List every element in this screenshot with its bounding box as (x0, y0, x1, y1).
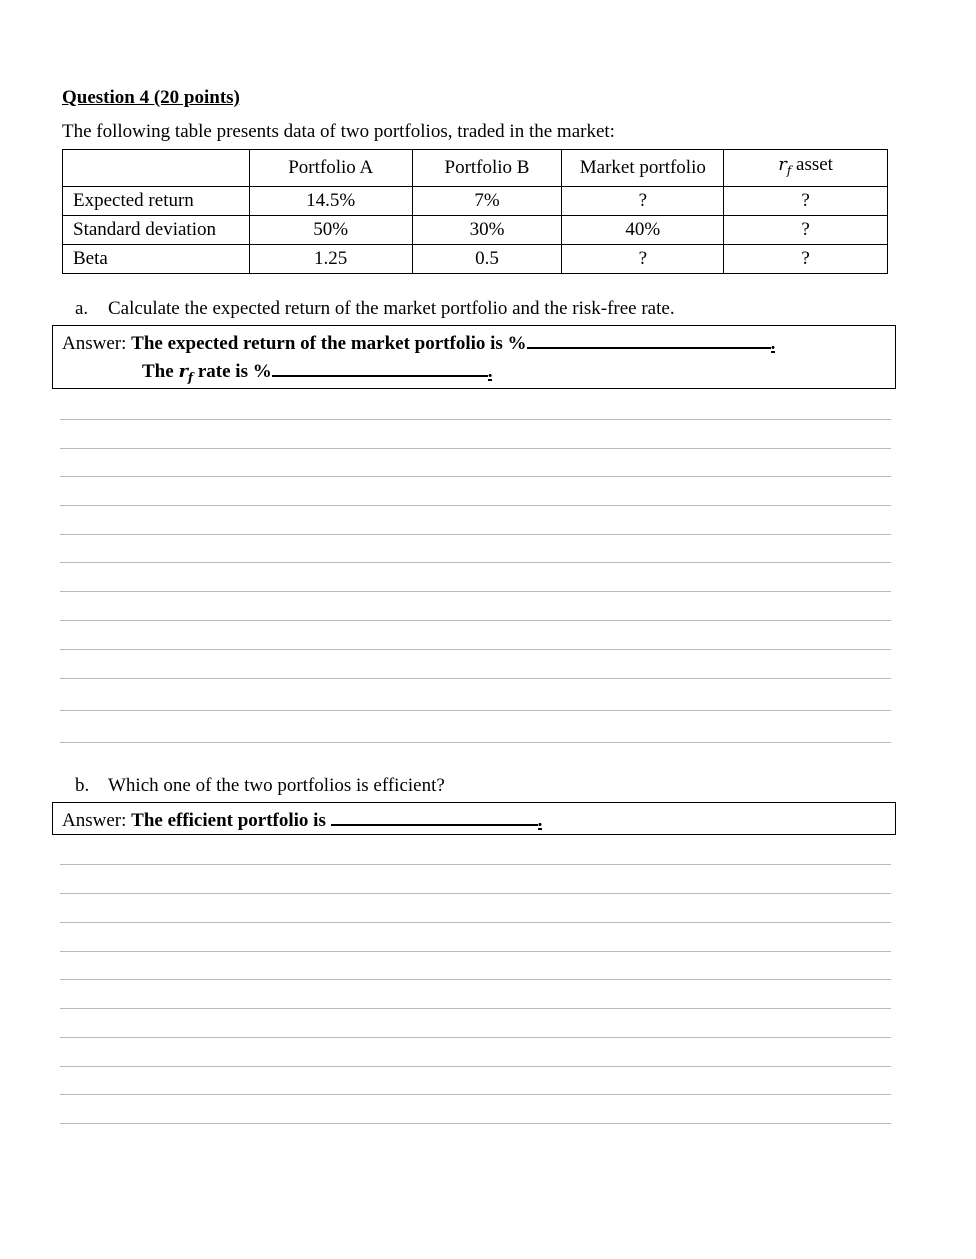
period: . (770, 333, 776, 354)
part-b-answer-box[interactable] (52, 802, 896, 835)
writing-line (60, 448, 891, 449)
part-a-answer-line-1 (62, 329, 775, 355)
table-cell: ? (724, 244, 888, 273)
period: . (487, 361, 493, 382)
table-header-portfolio-b: Portfolio B (412, 150, 562, 187)
writing-line (60, 1123, 891, 1124)
table-cell: 1.25 (249, 244, 412, 273)
rf-symbol: $r_f$ (178, 361, 194, 385)
writing-line (60, 922, 891, 923)
part-b-letter: b. (75, 775, 90, 796)
writing-line (60, 505, 891, 506)
efficient-portfolio-blank[interactable] (331, 806, 538, 826)
table-cell: 50% (249, 215, 412, 244)
table-cell: ? (562, 186, 724, 215)
question-intro: The following table presents data of two portfolios, traded in the market: (62, 121, 615, 142)
table-cell: 7% (412, 186, 562, 215)
period: . (537, 810, 543, 831)
part-a-letter: a. (75, 298, 89, 319)
part-a-text: Calculate the expected return of the market portfolio and the risk-free rate. (108, 298, 675, 319)
table-row (63, 215, 888, 244)
table-header-row (63, 150, 888, 187)
writing-line (60, 534, 891, 535)
part-a-question (75, 298, 675, 320)
answer-statement: The (142, 361, 174, 382)
answer-prefix: Answer: (62, 333, 127, 354)
market-return-blank[interactable] (527, 329, 771, 349)
writing-line (60, 1008, 891, 1009)
row-label: Beta (63, 244, 250, 273)
table-header-empty (63, 150, 250, 187)
table-header-portfolio-a: Portfolio A (249, 150, 412, 187)
answer-statement: The efficient portfolio is (131, 810, 326, 831)
table-row (63, 186, 888, 215)
rf-symbol: $r_f$ (778, 154, 792, 178)
writing-line (60, 1066, 891, 1067)
writing-line (60, 620, 891, 621)
writing-line (60, 562, 891, 563)
part-a-answer-line-2 (142, 357, 492, 385)
writing-line (60, 591, 891, 592)
table-cell: 30% (412, 215, 562, 244)
table-row (63, 244, 888, 273)
row-label: Standard deviation (63, 215, 250, 244)
table-cell: 0.5 (412, 244, 562, 273)
part-a-answer-box[interactable] (52, 325, 896, 389)
writing-line (60, 1094, 891, 1095)
part-b-text: Which one of the two portfolios is efficient? (108, 775, 445, 796)
table-cell: 40% (562, 215, 724, 244)
answer-statement: rate is % (197, 361, 272, 382)
answer-prefix: Answer: (62, 810, 127, 831)
answer-statement: The expected return of the market portfolio is % (131, 333, 527, 354)
writing-line (60, 649, 891, 650)
part-b-question (75, 775, 445, 797)
writing-line (60, 742, 891, 743)
writing-line (60, 979, 891, 980)
writing-line (60, 476, 891, 477)
writing-line (60, 419, 891, 420)
writing-line (60, 951, 891, 952)
writing-line (60, 710, 891, 711)
table-header-market-portfolio: Market portfolio (562, 150, 724, 187)
row-label: Expected return (63, 186, 250, 215)
question-title: Question 4 (20 points) (62, 87, 240, 108)
table-header-rf-asset: $r_f$ asset (724, 150, 888, 187)
table-cell: ? (724, 186, 888, 215)
writing-line (60, 893, 891, 894)
portfolio-table (62, 149, 888, 274)
writing-line (60, 1037, 891, 1038)
writing-line (60, 678, 891, 679)
table-cell: 14.5% (249, 186, 412, 215)
writing-line (60, 864, 891, 865)
table-cell: ? (562, 244, 724, 273)
part-b-answer-line (62, 806, 542, 832)
table-cell: ? (724, 215, 888, 244)
rf-rate-blank[interactable] (272, 357, 488, 377)
